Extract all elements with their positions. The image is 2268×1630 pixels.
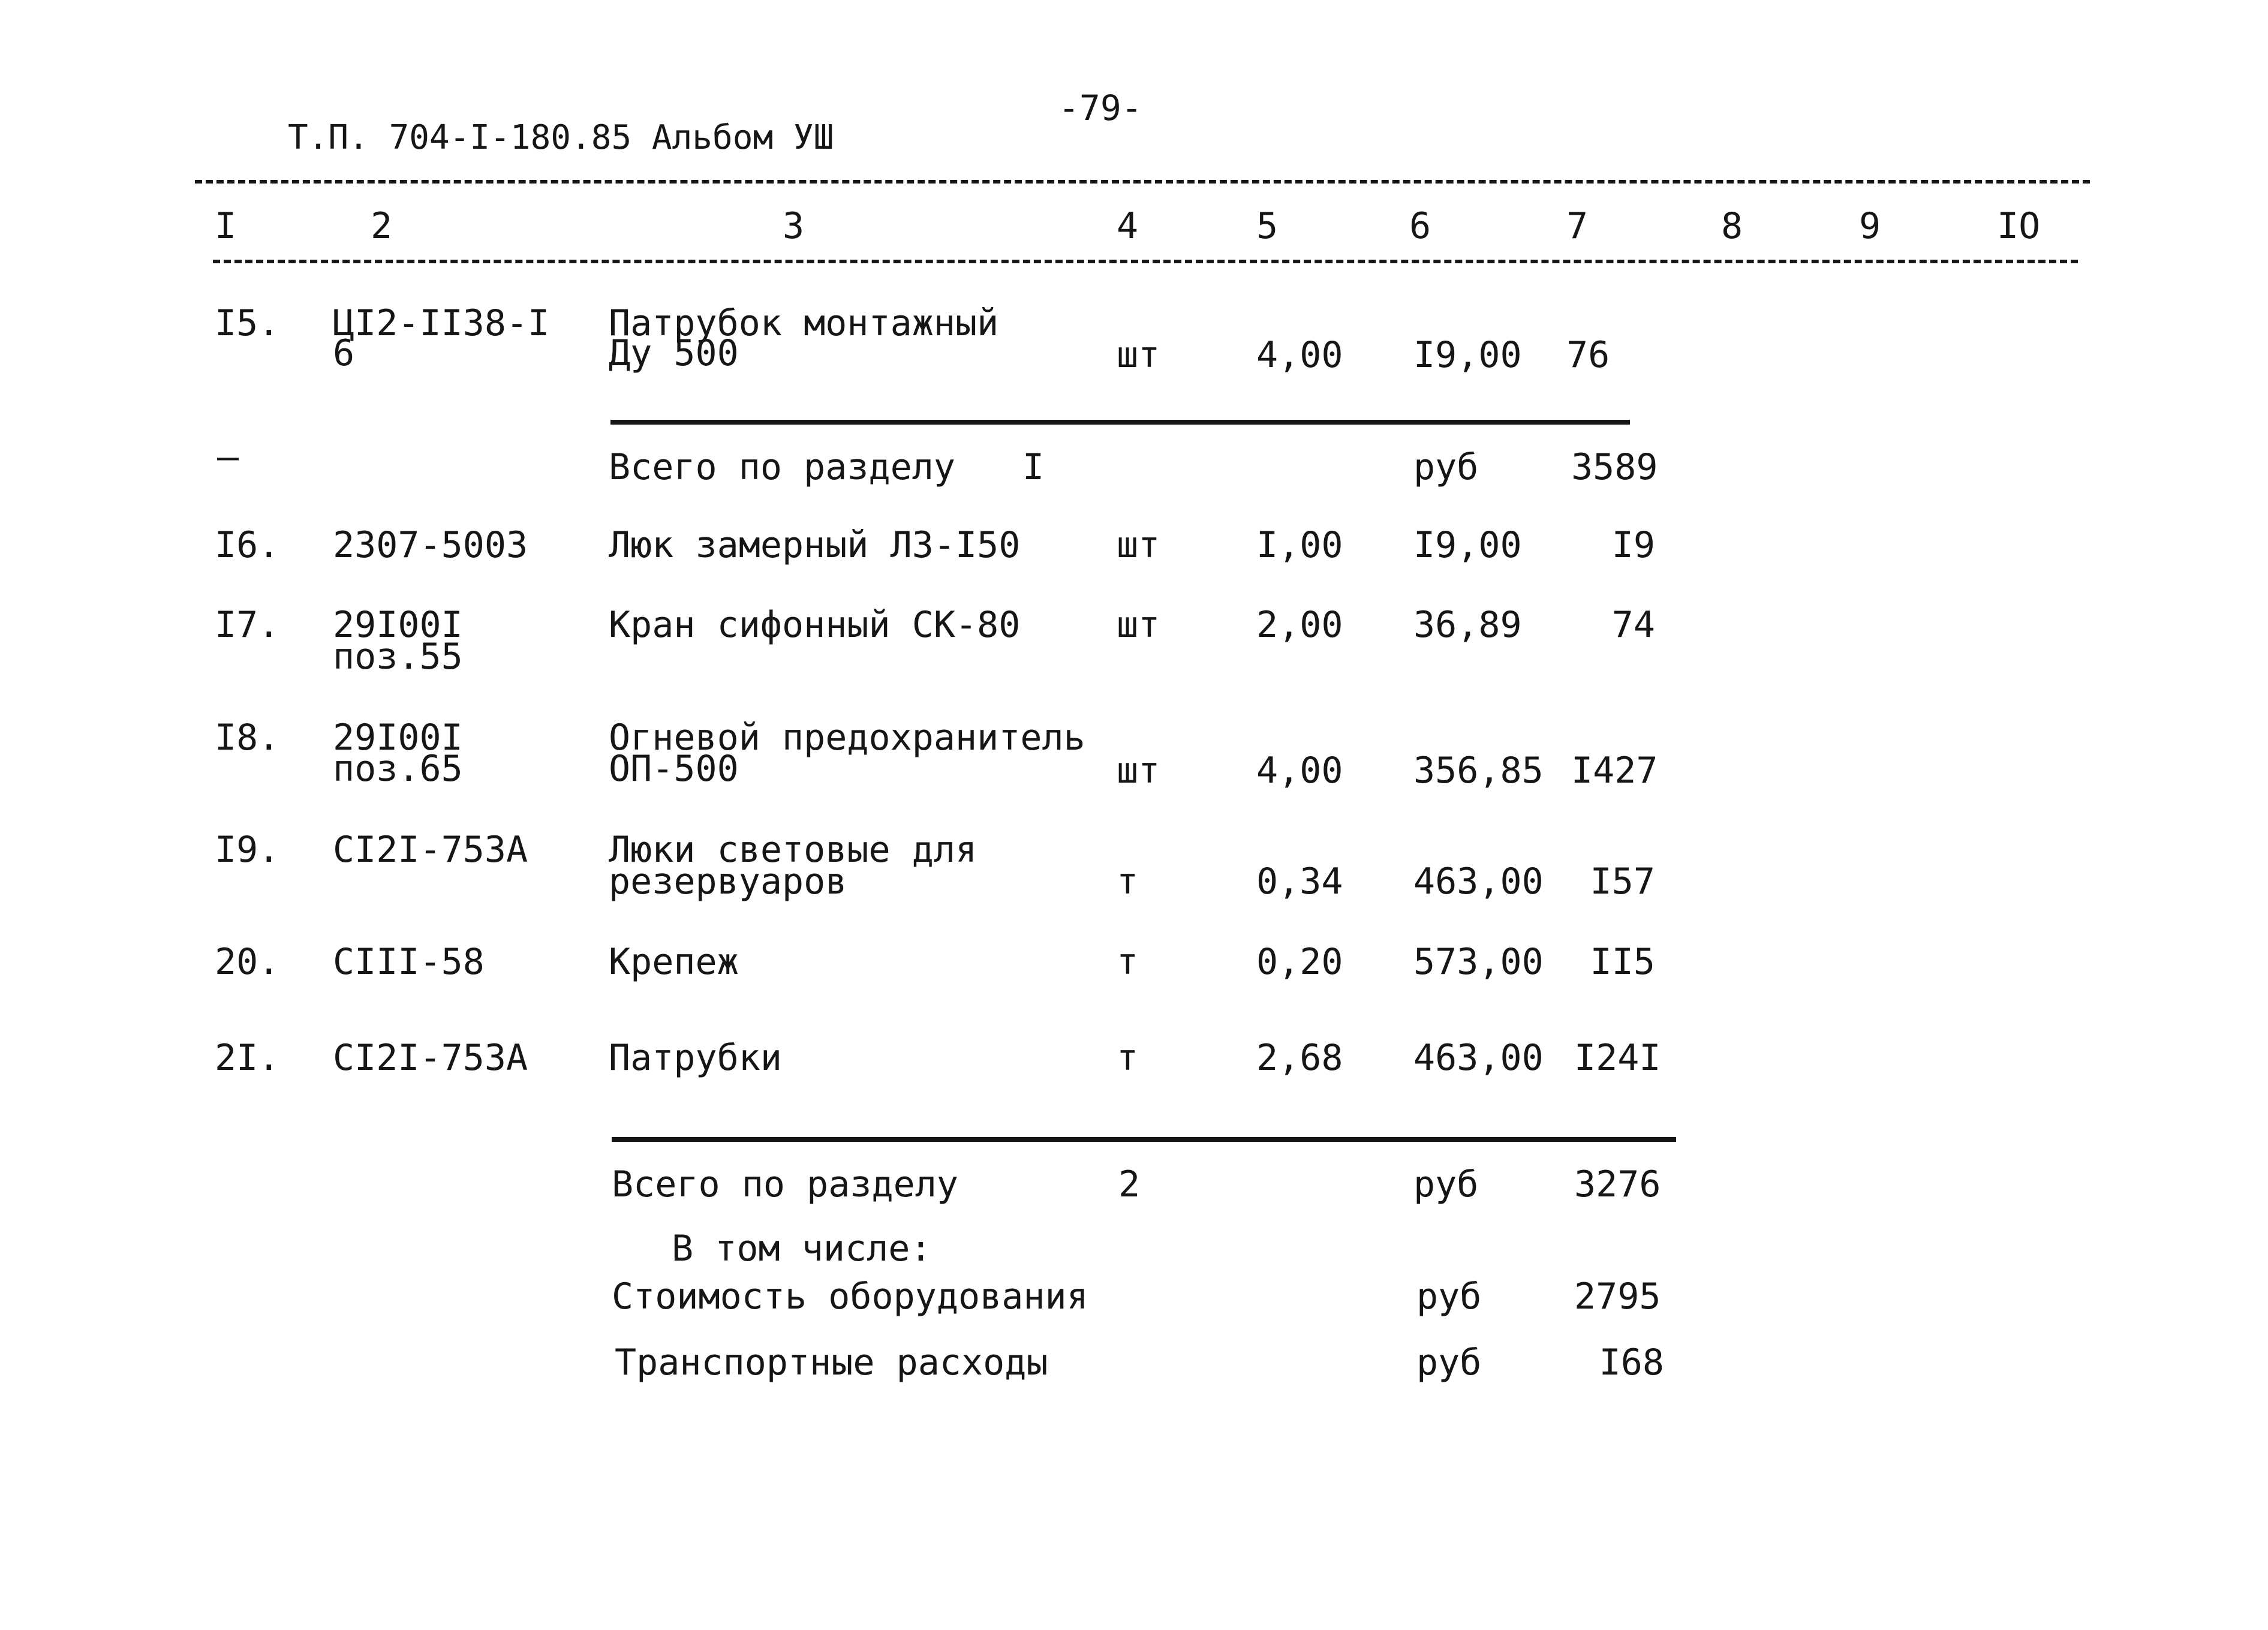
row-number: I9. xyxy=(215,829,280,871)
row-number: 2I. xyxy=(215,1037,280,1079)
row-total: 74 xyxy=(1611,604,1655,646)
section-1-rule xyxy=(610,420,1630,425)
row-name: Люк замерный ЛЗ-I50 xyxy=(609,524,1021,566)
row-number: I7. xyxy=(215,604,280,646)
row-name: Люки световые для xyxy=(609,829,977,871)
row-code: 29I00I xyxy=(333,717,463,759)
row-number: I5. xyxy=(215,302,280,344)
row-code-line2: 6 xyxy=(333,332,355,374)
row-name: Кран сифонный СК-80 xyxy=(609,604,1021,646)
equipment-cost-total: 2795 xyxy=(1574,1276,1661,1318)
row-quantity: 4,00 xyxy=(1256,750,1343,792)
transport-cost-unit: руб xyxy=(1416,1342,1482,1384)
section-2-unit: руб xyxy=(1413,1163,1479,1205)
column-header-5: 5 xyxy=(1256,205,1279,247)
row-unit: т xyxy=(1117,861,1139,903)
section-1-label: Всего по разделу xyxy=(609,446,955,488)
section-1-unit: руб xyxy=(1413,446,1479,488)
section-1-number: I xyxy=(1022,446,1045,488)
row-number: 20. xyxy=(215,941,280,983)
row-unit: шт xyxy=(1117,750,1160,792)
row-code: 2307-5003 xyxy=(333,524,528,566)
row-code-line2: поз.55 xyxy=(333,636,463,678)
row-quantity: 4,00 xyxy=(1256,334,1343,376)
section-2-total: 3276 xyxy=(1574,1163,1661,1205)
row-quantity: 2,68 xyxy=(1256,1037,1343,1079)
equipment-cost-label: Стоимость оборудования xyxy=(612,1276,1088,1318)
section-2-label: Всего по разделу xyxy=(612,1163,958,1205)
equipment-cost-unit: руб xyxy=(1416,1276,1482,1318)
row-unit: шт xyxy=(1117,604,1160,646)
row-code: 29I00I xyxy=(333,604,463,646)
header-bottom-dashed-line xyxy=(213,260,2078,263)
row-name: Патрубки xyxy=(609,1037,782,1079)
row-price: I9,00 xyxy=(1413,334,1522,376)
page-number: -79- xyxy=(1058,88,1142,128)
row-quantity: I,00 xyxy=(1256,524,1343,566)
row-unit: т xyxy=(1117,941,1139,983)
row-price: 463,00 xyxy=(1413,861,1544,903)
including-label: В том числе: xyxy=(672,1228,932,1270)
transport-cost-label: Транспортные расходы xyxy=(615,1342,1048,1384)
row-quantity: 0,20 xyxy=(1256,941,1343,983)
section-1-total: 3589 xyxy=(1571,446,1658,488)
row-price: 463,00 xyxy=(1413,1037,1544,1079)
row-total: I57 xyxy=(1590,861,1655,903)
row-price: I9,00 xyxy=(1413,524,1522,566)
row-unit: шт xyxy=(1117,524,1160,566)
row-total: 76 xyxy=(1566,334,1610,376)
column-header-10: IO xyxy=(1997,205,2041,247)
row-total: I9 xyxy=(1611,524,1655,566)
row-price: 36,89 xyxy=(1413,604,1522,646)
row-total: I24I xyxy=(1574,1037,1661,1079)
transport-cost-total: I68 xyxy=(1599,1342,1664,1384)
row-quantity: 0,34 xyxy=(1256,861,1343,903)
row-name: Патрубок монтажный xyxy=(609,302,999,344)
row-name: Крепеж xyxy=(609,941,739,983)
column-header-3: 3 xyxy=(783,205,805,247)
column-header-8: 8 xyxy=(1721,205,1743,247)
row-code: ЦI2-II38-I xyxy=(333,302,550,344)
column-header-4: 4 xyxy=(1117,205,1139,247)
column-header-9: 9 xyxy=(1859,205,1881,247)
row-name-line2: Ду 500 xyxy=(609,332,739,374)
header-top-dashed-line xyxy=(195,180,2090,184)
row-price: 573,00 xyxy=(1413,941,1544,983)
section-2-rule xyxy=(612,1137,1676,1142)
row-code-line2: поз.65 xyxy=(333,748,463,790)
row-name: Огневой предохранитель xyxy=(609,717,1085,759)
row-code: CIII-58 xyxy=(333,941,485,983)
row-price: 356,85 xyxy=(1413,750,1544,792)
column-header-7: 7 xyxy=(1566,205,1589,247)
row-name-line2: ОП-500 xyxy=(609,748,739,790)
row-number: I8. xyxy=(215,717,280,759)
column-header-2: 2 xyxy=(371,205,393,247)
document-reference: Т.П. 704-I-180.85 Альбом УШ xyxy=(288,118,834,157)
row-code: CI2I-753A xyxy=(333,1037,528,1079)
row-name-line2: резервуаров xyxy=(609,861,847,903)
column-header-1: I xyxy=(215,205,237,247)
row-unit: шт xyxy=(1117,334,1160,376)
section-1-dash: — xyxy=(217,436,239,478)
column-header-6: 6 xyxy=(1409,205,1431,247)
row-quantity: 2,00 xyxy=(1256,604,1343,646)
row-number: I6. xyxy=(215,524,280,566)
row-total: II5 xyxy=(1590,941,1655,983)
section-2-number: 2 xyxy=(1118,1163,1141,1205)
row-code: CI2I-753A xyxy=(333,829,528,871)
row-total: I427 xyxy=(1571,750,1658,792)
row-unit: т xyxy=(1117,1037,1139,1079)
